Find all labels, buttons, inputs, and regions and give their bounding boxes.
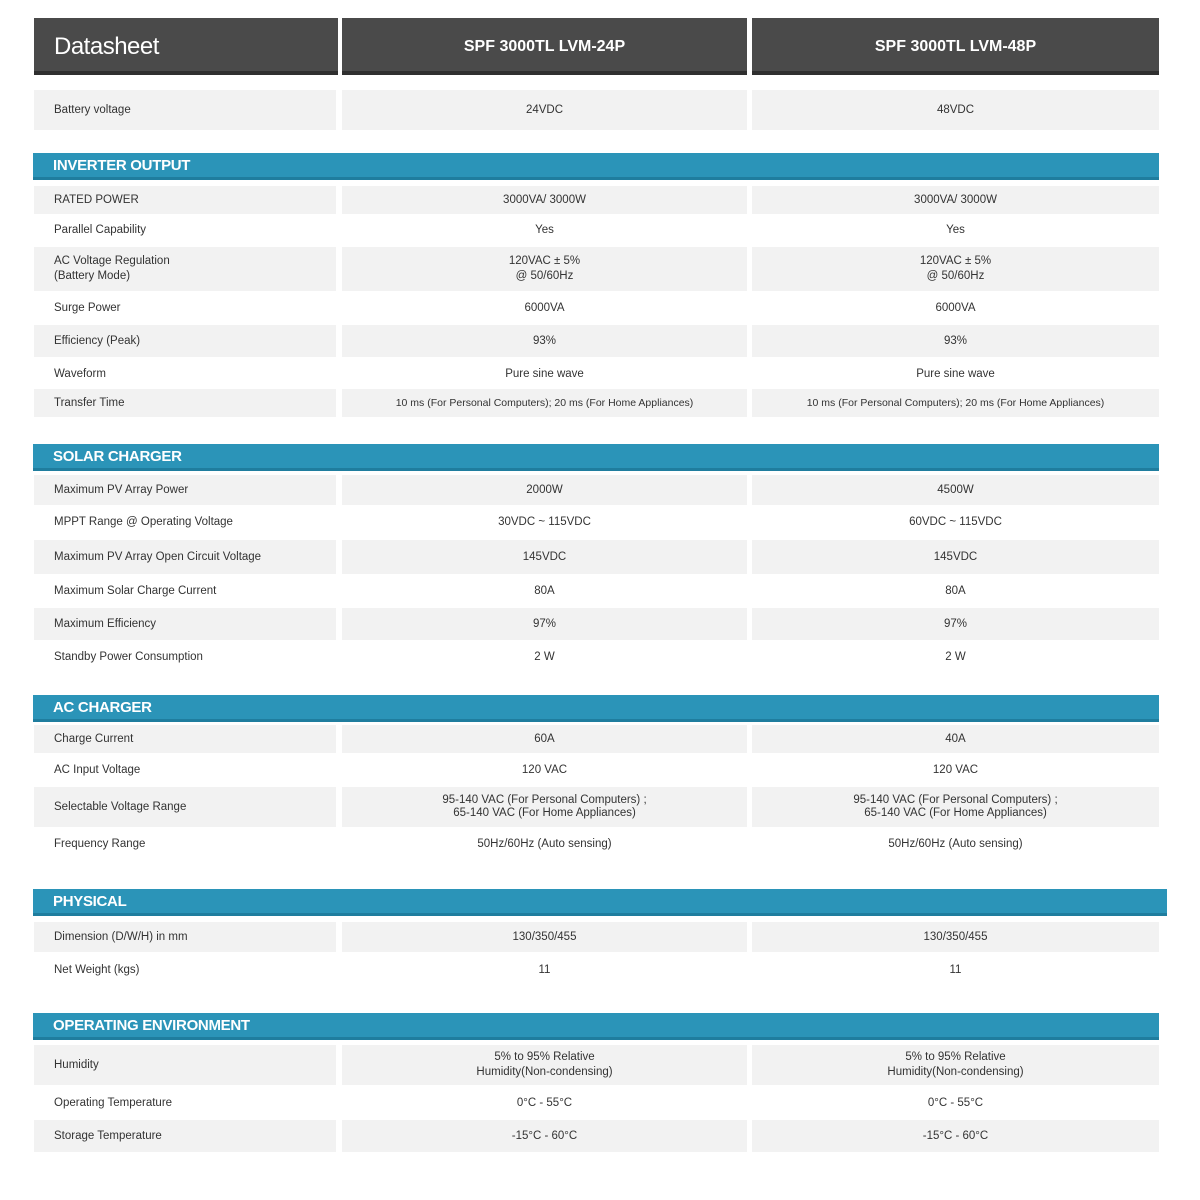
spec-label: RATED POWER [34, 186, 336, 214]
spec-label: MPPT Range @ Operating Voltage [54, 515, 233, 528]
spec-value-48p: Yes [946, 223, 965, 236]
spec-value-24p: 50Hz/60Hz (Auto sensing) [477, 837, 612, 850]
spec-value-24p: 2 W [534, 650, 555, 663]
spec-value-24p: 6000VA [524, 301, 565, 314]
spec-label: Maximum PV Array Power [34, 475, 336, 505]
datasheet-title: Datasheet [34, 18, 338, 75]
spec-value-48p: 0°C - 55°C [927, 1096, 984, 1109]
spec-value-48p: 60VDC ~ 115VDC [909, 515, 1002, 528]
spec-value-24p: 120 VAC [521, 763, 568, 776]
spec-label: Surge Power [54, 301, 121, 314]
spec-label: Frequency Range [54, 837, 146, 850]
spec-label: AC Input Voltage [54, 763, 141, 776]
spec-value-48p: 50Hz/60Hz (Auto sensing) [888, 837, 1023, 850]
spec-value-24p: 30VDC ~ 115VDC [498, 515, 591, 528]
model-header-24p: SPF 3000TL LVM-24P [342, 18, 747, 75]
section-physical: PHYSICAL [33, 889, 1167, 916]
spec-value-48p: 5% to 95% Relative Humidity(Non-condensing) [752, 1045, 1159, 1085]
spec-value-24p: 120VAC ± 5% @ 50/60Hz [342, 247, 747, 291]
spec-label: Selectable Voltage Range [34, 787, 336, 827]
spec-value-48p: 4500W [752, 475, 1159, 505]
spec-value-24p: 5% to 95% Relative Humidity(Non-condensing) [342, 1045, 747, 1085]
spec-value-24p: 3000VA/ 3000W [342, 186, 747, 214]
spec-label: Waveform [54, 367, 106, 380]
spec-value-48p: 3000VA/ 3000W [752, 186, 1159, 214]
spec-label: AC Voltage Regulation (Battery Mode) [34, 247, 336, 291]
spec-label: Dimension (D/W/H) in mm [34, 922, 336, 952]
section-inverter-output: INVERTER OUTPUT [33, 153, 1159, 180]
spec-value-48p: Pure sine wave [916, 367, 995, 380]
spec-value-24p: 60A [342, 725, 747, 753]
spec-label: Humidity [34, 1045, 336, 1085]
spec-value-24p: Pure sine wave [505, 367, 584, 380]
spec-value-48p: 93% [752, 325, 1159, 357]
spec-value-48p: 95-140 VAC (For Personal Computers) ; 65-140 VAC (For Home Appliances) [752, 787, 1159, 827]
spec-value-48p: 120 VAC [932, 763, 979, 776]
model-header-48p: SPF 3000TL LVM-48P [752, 18, 1159, 75]
spec-label: Operating Temperature [54, 1096, 173, 1109]
spec-value-48p: 145VDC [752, 540, 1159, 574]
spec-value-24p: Yes [535, 223, 554, 236]
spec-value-48p: 130/350/455 [752, 922, 1159, 952]
spec-label: Efficiency (Peak) [34, 325, 336, 357]
spec-label: Parallel Capability [54, 223, 147, 236]
battery-voltage-24p: 24VDC [342, 90, 747, 130]
section-solar-charger: SOLAR CHARGER [33, 444, 1159, 471]
spec-label: Storage Temperature [34, 1120, 336, 1152]
spec-value-48p: 2 W [945, 650, 966, 663]
spec-value-48p: 10 ms (For Personal Computers); 20 ms (For Home Appliances) [752, 389, 1159, 417]
spec-label: Standby Power Consumption [54, 650, 203, 663]
battery-voltage-label: Battery voltage [34, 90, 336, 130]
spec-label: Maximum Solar Charge Current [54, 584, 217, 597]
spec-value-24p: 145VDC [342, 540, 747, 574]
spec-value-24p: 97% [342, 608, 747, 640]
spec-value-24p: -15°C - 60°C [342, 1120, 747, 1152]
spec-label: Maximum Efficiency [34, 608, 336, 640]
spec-value-48p: -15°C - 60°C [752, 1120, 1159, 1152]
spec-value-48p: 11 [949, 963, 962, 976]
spec-value-48p: 120VAC ± 5% @ 50/60Hz [752, 247, 1159, 291]
spec-value-24p: 130/350/455 [342, 922, 747, 952]
spec-value-24p: 10 ms (For Personal Computers); 20 ms (For Home Appliances) [342, 389, 747, 417]
spec-label: Charge Current [34, 725, 336, 753]
spec-label: Net Weight (kgs) [54, 963, 140, 976]
spec-value-48p: 6000VA [935, 301, 976, 314]
battery-voltage-48p: 48VDC [752, 90, 1159, 130]
spec-value-24p: 93% [342, 325, 747, 357]
spec-value-24p: 80A [534, 584, 555, 597]
spec-value-24p: 0°C - 55°C [516, 1096, 573, 1109]
spec-value-48p: 40A [752, 725, 1159, 753]
spec-value-48p: 80A [945, 584, 966, 597]
section-ac-charger: AC CHARGER [33, 695, 1159, 722]
spec-value-24p: 2000W [342, 475, 747, 505]
spec-value-48p: 97% [752, 608, 1159, 640]
spec-label: Transfer Time [34, 389, 336, 417]
spec-value-24p: 11 [538, 963, 551, 976]
section-operating-environment: OPERATING ENVIRONMENT [33, 1013, 1159, 1040]
spec-value-24p: 95-140 VAC (For Personal Computers) ; 65-140 VAC (For Home Appliances) [342, 787, 747, 827]
spec-label: Maximum PV Array Open Circuit Voltage [34, 540, 336, 574]
